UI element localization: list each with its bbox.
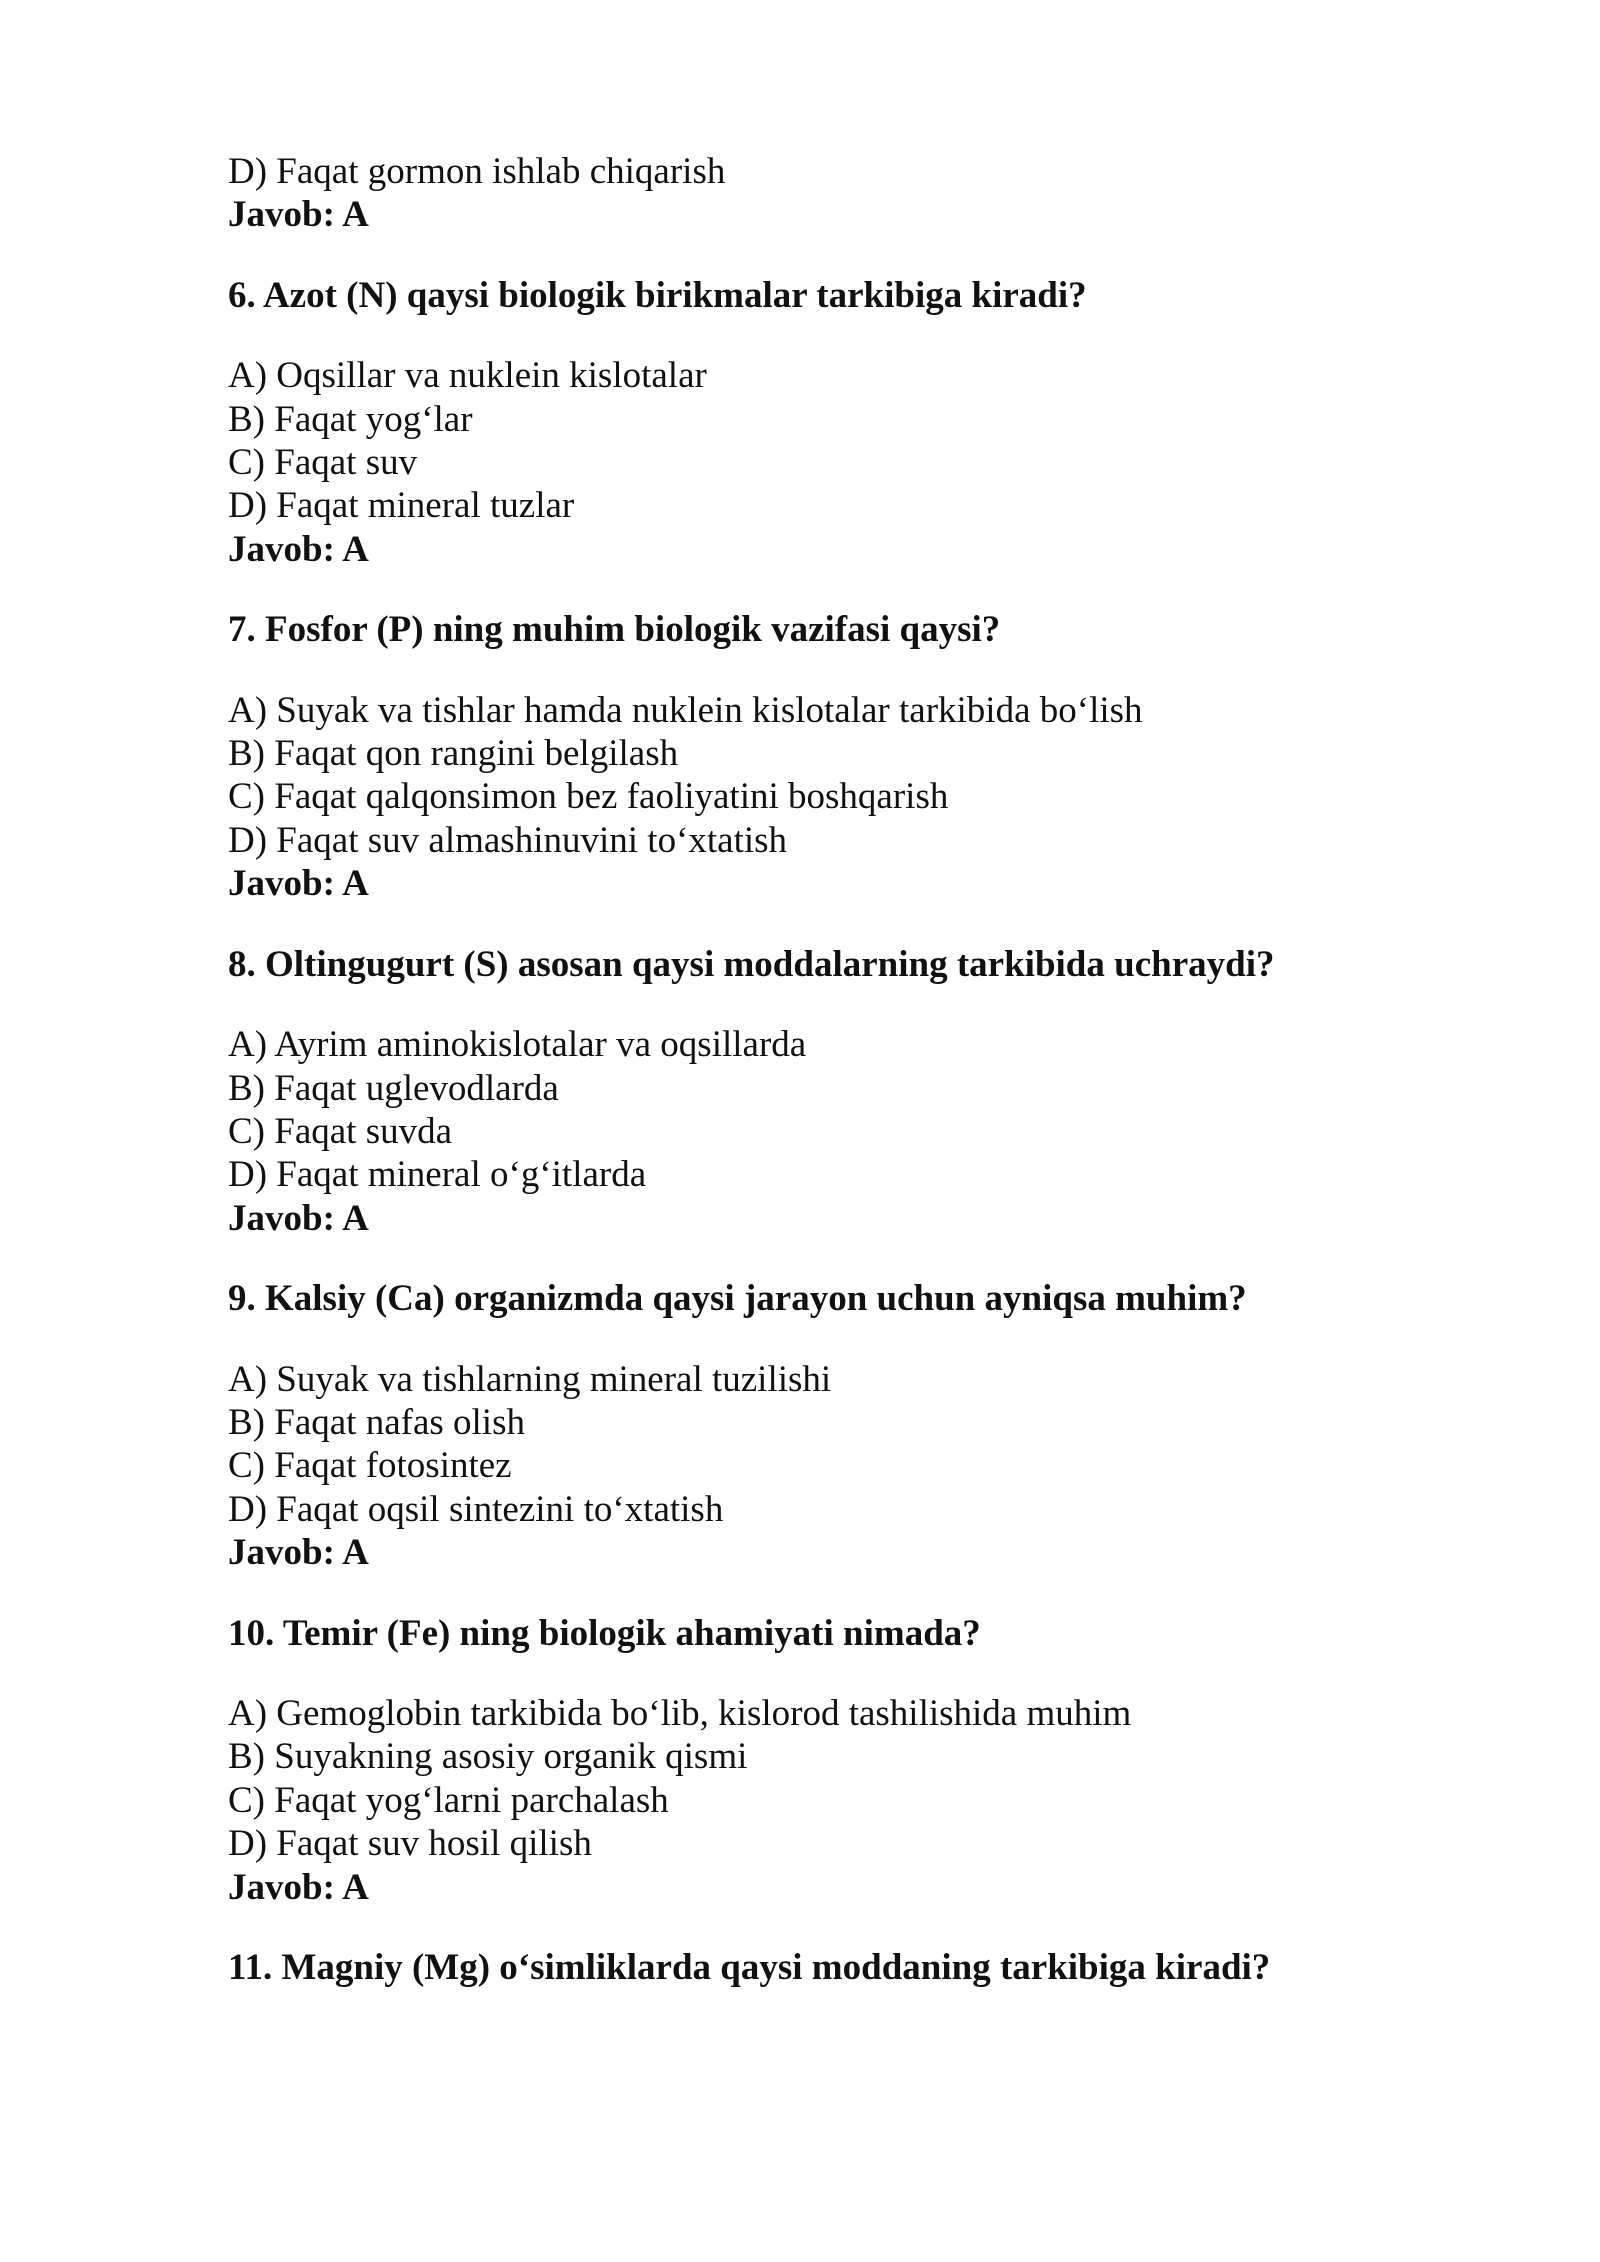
option-d: D) Faqat oqsil sintezini to‘xtatish bbox=[228, 1488, 724, 1530]
document-page bbox=[228, 150, 1428, 2026]
option-a: A) Suyak va tishlar hamda nuklein kislotalar tarkibida bo‘lish bbox=[228, 689, 1143, 731]
question-title: 9. Kalsiy (Ca) organizmda qaysi jarayon uchun ayniqsa muhim? bbox=[228, 1278, 1247, 1320]
question-title: 7. Fosfor (P) ning muhim biologik vazifasi qaysi? bbox=[228, 609, 1001, 651]
question-title: 8. Oltingugurt (S) asosan qaysi moddalarning tarkibida uchraydi? bbox=[228, 943, 1275, 985]
question-title: 11. Magniy (Mg) o‘simliklarda qaysi moddaning tarkibiga kiradi? bbox=[228, 1947, 1271, 1988]
option-d: D) Faqat mineral tuzlar bbox=[228, 485, 575, 527]
option-b: B) Faqat uglevodlarda bbox=[228, 1067, 559, 1109]
option-b: B) Faqat qon rangini belgilash bbox=[228, 733, 679, 775]
answer-line: Javob: A bbox=[228, 1532, 369, 1574]
question-7 bbox=[228, 608, 1428, 905]
option-c: C) Faqat suv bbox=[228, 442, 418, 484]
answer-line: Javob: A bbox=[228, 863, 369, 905]
question-8 bbox=[228, 943, 1428, 1240]
option-b: B) Faqat yog‘lar bbox=[228, 398, 473, 440]
option-b: B) Faqat nafas olish bbox=[228, 1401, 525, 1443]
question-9 bbox=[228, 1277, 1428, 1574]
question-title: 10. Temir (Fe) ning biologik ahamiyati nimada? bbox=[228, 1612, 981, 1654]
option-d: D) Faqat mineral o‘g‘itlarda bbox=[228, 1154, 647, 1196]
answer-line: Javob: A bbox=[228, 1197, 369, 1239]
option-c: C) Faqat fotosintez bbox=[228, 1445, 512, 1487]
option-c: C) Faqat qalqonsimon bez faoliyatini boshqarish bbox=[228, 776, 949, 818]
question-11 bbox=[228, 1946, 1428, 1989]
answer-line: Javob: A bbox=[228, 528, 369, 570]
option-d: D) Faqat suv almashinuvini to‘xtatish bbox=[228, 819, 788, 861]
question-title: 6. Azot (N) qaysi biologik birikmalar tarkibiga kiradi? bbox=[228, 274, 1087, 316]
answer-line: Javob: A bbox=[228, 1866, 369, 1908]
carryover-block bbox=[228, 150, 1428, 237]
question-6 bbox=[228, 274, 1428, 571]
option-a: A) Gemoglobin tarkibida bo‘lib, kislorod tashilishida muhim bbox=[228, 1692, 1132, 1734]
option-a: A) Suyak va tishlarning mineral tuzilishi bbox=[228, 1358, 832, 1400]
option-d: D) Faqat gormon ishlab chiqarish bbox=[228, 151, 726, 192]
option-c: C) Faqat suvda bbox=[228, 1110, 453, 1152]
answer-line: Javob: A bbox=[228, 194, 369, 236]
option-d: D) Faqat suv hosil qilish bbox=[228, 1823, 592, 1865]
option-b: B) Suyakning asosiy organik qismi bbox=[228, 1736, 748, 1778]
option-c: C) Faqat yog‘larni parchalash bbox=[228, 1779, 669, 1821]
option-a: A) Ayrim aminokislotalar va oqsillarda bbox=[228, 1024, 807, 1066]
question-10 bbox=[228, 1612, 1428, 1909]
option-a: A) Oqsillar va nuklein kislotalar bbox=[228, 355, 707, 397]
